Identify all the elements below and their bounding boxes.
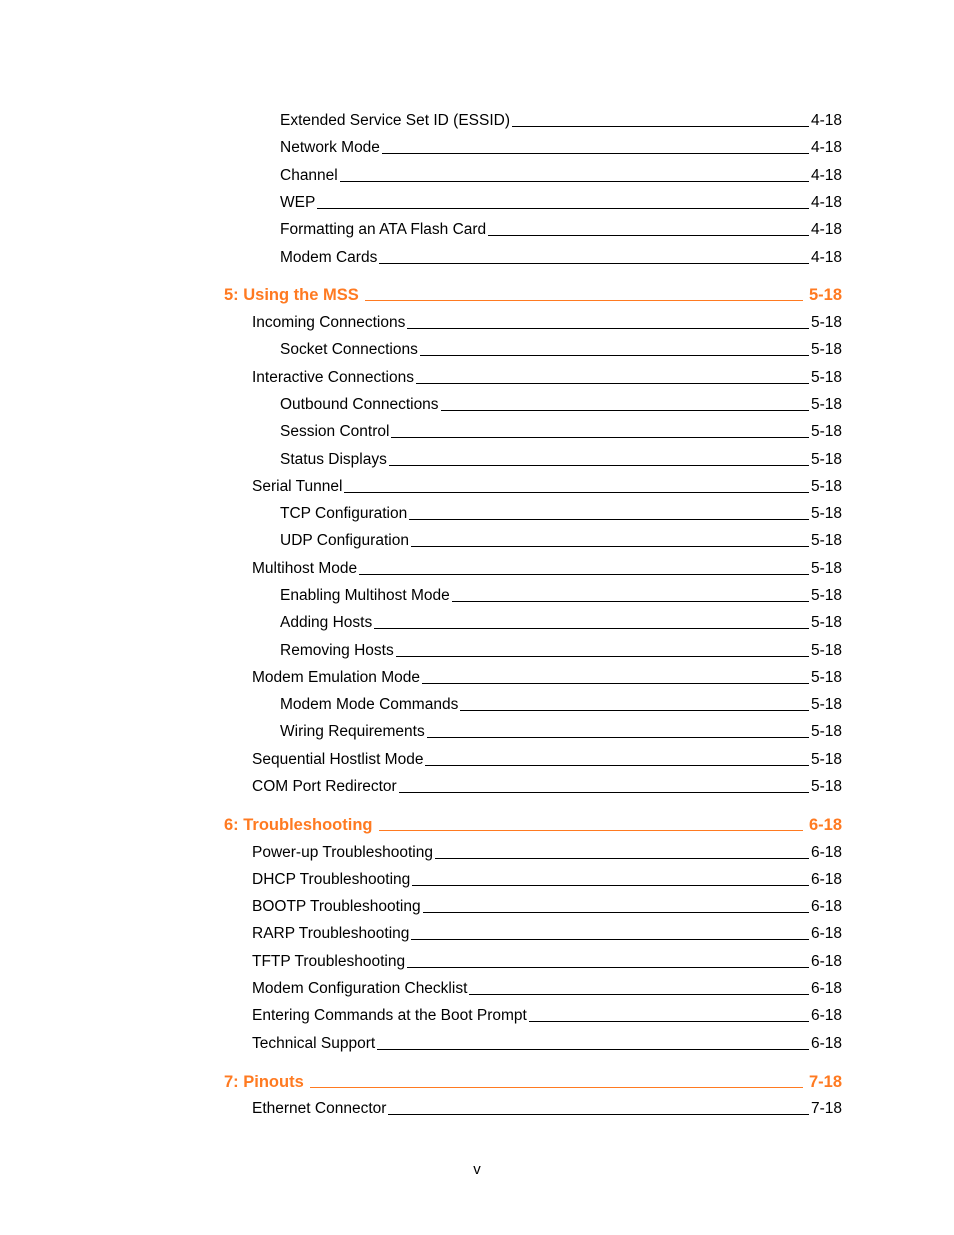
toc-leader-line bbox=[441, 410, 809, 411]
toc-entry-label: TFTP Troubleshooting bbox=[252, 953, 406, 970]
toc-entry-label: Removing Hosts bbox=[280, 642, 394, 659]
toc-entry-label: Modem Emulation Mode bbox=[252, 669, 420, 686]
toc-entry[interactable] bbox=[280, 111, 842, 131]
toc-entry-label: Channel bbox=[280, 167, 338, 184]
toc-entry-label: WEP bbox=[280, 194, 316, 211]
toc-leader-line bbox=[379, 263, 809, 264]
toc-leader-line bbox=[416, 383, 809, 384]
toc-entry[interactable] bbox=[280, 641, 842, 661]
toc-entry[interactable] bbox=[280, 422, 842, 442]
toc-entry-page: 6-18 bbox=[810, 898, 842, 915]
toc-leader-line bbox=[391, 437, 809, 438]
toc-leader-line bbox=[427, 737, 809, 738]
toc-entry-page: 6-18 bbox=[810, 953, 842, 970]
toc-entry-page: 5-18 bbox=[808, 286, 842, 304]
toc-entry[interactable] bbox=[280, 395, 842, 415]
toc-entry-page: 6-18 bbox=[810, 1035, 842, 1052]
toc-entry-label: Ethernet Connector bbox=[252, 1100, 387, 1117]
toc-entry-page: 5-18 bbox=[810, 723, 842, 740]
toc-leader-line bbox=[422, 683, 809, 684]
toc-leader-line bbox=[359, 574, 809, 575]
toc-entry-label: Serial Tunnel bbox=[252, 478, 343, 495]
toc-entry[interactable] bbox=[252, 1099, 842, 1119]
toc-entry-page: 5-18 bbox=[810, 341, 842, 358]
toc-leader-line bbox=[377, 1049, 809, 1050]
toc-entry-page: 5-18 bbox=[810, 642, 842, 659]
toc-entry[interactable] bbox=[252, 750, 842, 770]
toc-entry-label: Power-up Troubleshooting bbox=[252, 844, 433, 861]
toc-entry-page: 6-18 bbox=[810, 844, 842, 861]
toc-entry-page: 5-18 bbox=[810, 614, 842, 631]
toc-chapter-heading[interactable] bbox=[224, 285, 842, 305]
toc-entry-label: Adding Hosts bbox=[280, 614, 373, 631]
toc-entry-page: 5-18 bbox=[810, 778, 842, 795]
toc-entry-label: Status Displays bbox=[280, 451, 387, 468]
toc-entry-page: 6-18 bbox=[810, 980, 842, 997]
toc-entry[interactable] bbox=[252, 368, 842, 388]
toc-entry-label: Socket Connections bbox=[280, 341, 418, 358]
toc-entry-page: 4-18 bbox=[810, 194, 842, 211]
toc-entry[interactable] bbox=[252, 952, 842, 972]
toc-entry-page: 7-18 bbox=[810, 1100, 842, 1117]
toc-leader-line bbox=[460, 710, 809, 711]
toc-leader-line bbox=[344, 492, 808, 493]
toc-entry[interactable] bbox=[252, 777, 842, 797]
toc-entry[interactable] bbox=[252, 559, 842, 579]
toc-leader-line bbox=[399, 792, 809, 793]
toc-chapter-heading[interactable] bbox=[224, 1072, 842, 1092]
toc-entry-label: Modem Cards bbox=[280, 249, 378, 266]
toc-entry-label: Network Mode bbox=[280, 139, 380, 156]
toc-entry[interactable] bbox=[280, 220, 842, 240]
toc-entry[interactable] bbox=[252, 1006, 842, 1026]
toc-entry[interactable] bbox=[252, 1034, 842, 1054]
toc-entry-page: 6-18 bbox=[810, 925, 842, 942]
toc-leader-line bbox=[407, 967, 809, 968]
toc-entry-page: 5-18 bbox=[810, 478, 842, 495]
toc-leader-line bbox=[412, 885, 809, 886]
toc-entry-label: Formatting an ATA Flash Card bbox=[280, 221, 487, 238]
toc-leader-line bbox=[396, 656, 809, 657]
toc-entry-label: Extended Service Set ID (ESSID) bbox=[280, 112, 511, 129]
toc-entry-page: 5-18 bbox=[810, 560, 842, 577]
toc-leader-line bbox=[425, 765, 809, 766]
toc-entry-label: Interactive Connections bbox=[252, 369, 414, 386]
toc-entry-page: 4-18 bbox=[810, 112, 842, 129]
toc-entry-page: 5-18 bbox=[810, 423, 842, 440]
toc-entry[interactable] bbox=[252, 870, 842, 890]
toc-entry-page: 5-18 bbox=[810, 587, 842, 604]
toc-entry-page: 7-18 bbox=[808, 1073, 842, 1091]
toc-leader-line bbox=[411, 939, 809, 940]
toc-entry-page: 5-18 bbox=[810, 696, 842, 713]
toc-entry-label: Technical Support bbox=[252, 1035, 376, 1052]
toc-entry[interactable] bbox=[252, 924, 842, 944]
toc-leader-line bbox=[420, 355, 809, 356]
toc-entry[interactable] bbox=[280, 531, 842, 551]
toc-entry[interactable] bbox=[280, 166, 842, 186]
toc-entry-label: 7: Pinouts bbox=[224, 1073, 304, 1091]
toc-leader-line bbox=[340, 181, 809, 182]
toc-entry-label: Enabling Multihost Mode bbox=[280, 587, 450, 604]
toc-entry-page: 4-18 bbox=[810, 167, 842, 184]
toc-leader-line bbox=[317, 208, 809, 209]
toc-entry[interactable] bbox=[252, 668, 842, 688]
toc-entry-label: Session Control bbox=[280, 423, 390, 440]
toc-leader-line bbox=[488, 235, 809, 236]
toc-entry[interactable] bbox=[280, 722, 842, 742]
toc-entry[interactable] bbox=[252, 477, 842, 497]
toc-entry[interactable] bbox=[280, 193, 842, 213]
toc-entry-label: 5: Using the MSS bbox=[224, 286, 359, 304]
toc-leader-line bbox=[469, 994, 809, 995]
toc-entry-label: Entering Commands at the Boot Prompt bbox=[252, 1007, 527, 1024]
toc-entry-page: 6-18 bbox=[808, 816, 842, 834]
toc-entry-label: UDP Configuration bbox=[280, 532, 409, 549]
toc-entry-page: 5-18 bbox=[810, 669, 842, 686]
toc-entry-label: TCP Configuration bbox=[280, 505, 408, 522]
toc-entry-page: 6-18 bbox=[810, 871, 842, 888]
toc-entry-label: BOOTP Troubleshooting bbox=[252, 898, 421, 915]
toc-entry-label: Wiring Requirements bbox=[280, 723, 425, 740]
toc-entry[interactable] bbox=[280, 695, 842, 715]
toc-entry-label: RARP Troubleshooting bbox=[252, 925, 410, 942]
toc-leader-line bbox=[310, 1087, 803, 1088]
toc-entry[interactable] bbox=[252, 843, 842, 863]
toc-entry[interactable] bbox=[252, 313, 842, 333]
toc-leader-line bbox=[452, 601, 809, 602]
toc-leader-line bbox=[409, 519, 809, 520]
toc-entry-page: 5-18 bbox=[810, 505, 842, 522]
toc-chapter-heading[interactable] bbox=[224, 815, 842, 835]
toc-entry-label: Incoming Connections bbox=[252, 314, 406, 331]
toc-entry-page: 5-18 bbox=[810, 314, 842, 331]
toc-entry[interactable] bbox=[280, 138, 842, 158]
toc-entry[interactable] bbox=[280, 340, 842, 360]
toc-leader-line bbox=[374, 628, 809, 629]
toc-entry-page: 5-18 bbox=[810, 396, 842, 413]
toc-entry-page: 4-18 bbox=[810, 139, 842, 156]
toc-leader-line bbox=[388, 1114, 809, 1115]
toc-entry-label: 6: Troubleshooting bbox=[224, 816, 373, 834]
page-number: v bbox=[473, 1161, 481, 1178]
toc-entry-page: 6-18 bbox=[810, 1007, 842, 1024]
toc-leader-line bbox=[389, 465, 809, 466]
toc-entry-label: Modem Mode Commands bbox=[280, 696, 459, 713]
toc-leader-line bbox=[435, 858, 809, 859]
toc-entry[interactable] bbox=[280, 248, 842, 268]
toc-entry[interactable] bbox=[252, 897, 842, 917]
toc-leader-line bbox=[512, 126, 809, 127]
toc-leader-line bbox=[382, 153, 809, 154]
toc-leader-line bbox=[529, 1021, 809, 1022]
toc-entry-label: Outbound Connections bbox=[280, 396, 439, 413]
toc-entry-label: Multihost Mode bbox=[252, 560, 358, 577]
toc-entry-page: 5-18 bbox=[810, 532, 842, 549]
toc-leader-line bbox=[365, 300, 803, 301]
toc-entry-page: 5-18 bbox=[810, 369, 842, 386]
toc-entry-page: 5-18 bbox=[810, 451, 842, 468]
toc-entry-page: 4-18 bbox=[810, 249, 842, 266]
toc-entry-label: COM Port Redirector bbox=[252, 778, 397, 795]
toc-entry[interactable] bbox=[280, 450, 842, 470]
toc-entry[interactable] bbox=[280, 613, 842, 633]
toc-entry[interactable] bbox=[280, 504, 842, 524]
toc-entry-label: DHCP Troubleshooting bbox=[252, 871, 411, 888]
toc-entry-label: Modem Configuration Checklist bbox=[252, 980, 468, 997]
toc-entry[interactable] bbox=[252, 979, 842, 999]
toc-entry-page: 5-18 bbox=[810, 751, 842, 768]
toc-leader-line bbox=[407, 328, 809, 329]
toc-leader-line bbox=[423, 912, 809, 913]
toc-entry-label: Sequential Hostlist Mode bbox=[252, 751, 424, 768]
toc-leader-line bbox=[379, 830, 803, 831]
toc-leader-line bbox=[411, 546, 809, 547]
toc-entry-page: 4-18 bbox=[810, 221, 842, 238]
toc-entry[interactable] bbox=[280, 586, 842, 606]
